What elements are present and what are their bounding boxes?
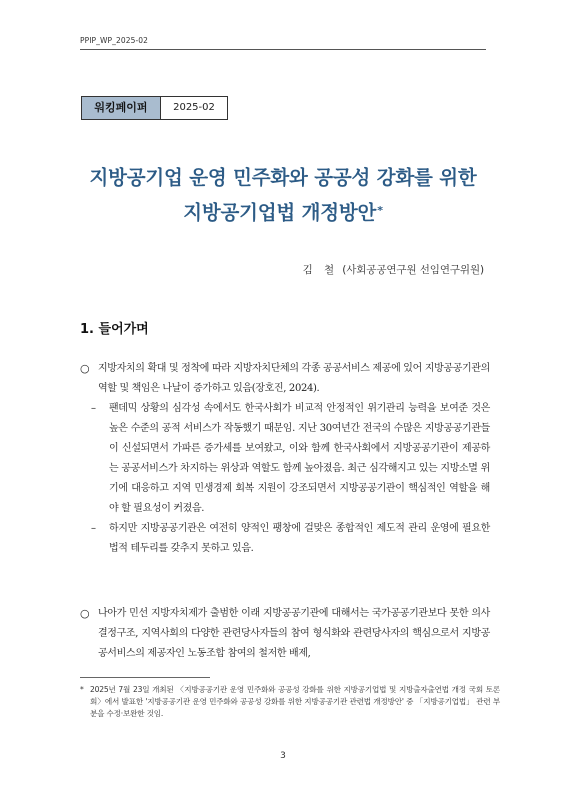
header-divider [80, 49, 486, 50]
paper-title [60, 160, 506, 230]
sub-paragraph-text: 하지만 지방공공기관은 여전히 양적인 팽창에 걸맞은 종합적인 제도적 관리 운영에 필요한 법적 테두리를 갖추지 못하고 있음. [109, 523, 490, 554]
paragraph-text: 지방자치의 확대 및 정착에 따라 지방자치단체의 각종 공공서비스 제공에 있어 지방공공기관의 역할 및 책임은 나날이 증가하고 있음(장호진, 2024). [98, 363, 490, 394]
dash-bullet-icon: – [91, 523, 96, 534]
page-number: 3 [280, 751, 286, 761]
running-header-code: PPIP_WP_2025-02 [80, 36, 149, 45]
paragraph-text: 나아가 민선 지방자치제가 출범한 이래 지방공공기관에 대해서는 국가공공기관보다 못한 의사결정구조, 지역사회의 다양한 관련당사자들의 참여 형식화와 관련당사자의 핵심으로서 지방공공서비스의 제공자인 노동조합 참여의 철저한 배제, [98, 608, 490, 659]
sub-paragraph [80, 399, 490, 519]
footnote-text: 2025년 7월 23일 개최된 〈지방공공기관 운영 민주화와 공공성 강화를 위한 지방공기업법 및 지방출자출연법 개정 국회 토론회〉에서 발표한 '지방공공기관 운영 민주화와 공공성 강화를 위한 지방공공기관 관련법 개정방안' 중 「지방공기업법」 관련 부분을 수정·보완한 것임. [90, 685, 500, 718]
dash-bullet-icon: – [91, 403, 96, 414]
paragraph [80, 604, 490, 664]
paper-number: 2025-02 [161, 97, 227, 119]
body-block-1 [80, 359, 490, 559]
footnote-mark: * [80, 685, 84, 694]
sub-paragraph [80, 519, 490, 559]
circle-bullet-icon: ○ [80, 362, 90, 375]
footnote [80, 684, 500, 720]
section-heading: 1. 들어가며 [80, 322, 149, 337]
author-line [303, 262, 484, 277]
circle-bullet-icon: ○ [80, 607, 90, 620]
title-line-1: 지방공기업 운영 민주화와 공공성 강화를 위한 [89, 166, 477, 189]
author-name: 김 철 [302, 264, 339, 276]
author-affiliation: (사회공공연구원 선임연구위원) [342, 264, 484, 276]
title-footnote-mark[interactable]: * [377, 204, 383, 217]
paper-type-badge [81, 96, 228, 120]
footnote-divider [80, 677, 210, 678]
title-line-2: 지방공기업법 개정방안 [183, 201, 377, 224]
paper-type-label: 워킹페이퍼 [82, 97, 161, 119]
paragraph [80, 359, 490, 399]
sub-paragraph-text: 팬데믹 상황의 심각성 속에서도 한국사회가 비교적 안정적인 위기관리 능력을 보여준 것은 높은 수준의 공적 서비스가 작동했기 때문임. 지난 30여년간 전국의 수많은 지방공공기관들이 신설되면서 가파른 증가세를 보여왔고, 이와 함께 한국사회에서 지방공공기관이 제공하는 공공서비스가 차지하는 위상과 역할도 함께 높아졌음. 최근 심각해지고 있는 지방소멸 위기에 대응하고 지역 민생경제 회복 지원이 강조되면서 지방공공기관이 핵심적인 역할을 해야 할 필요성이 커졌음. [109, 403, 490, 514]
body-block-2 [80, 604, 490, 664]
